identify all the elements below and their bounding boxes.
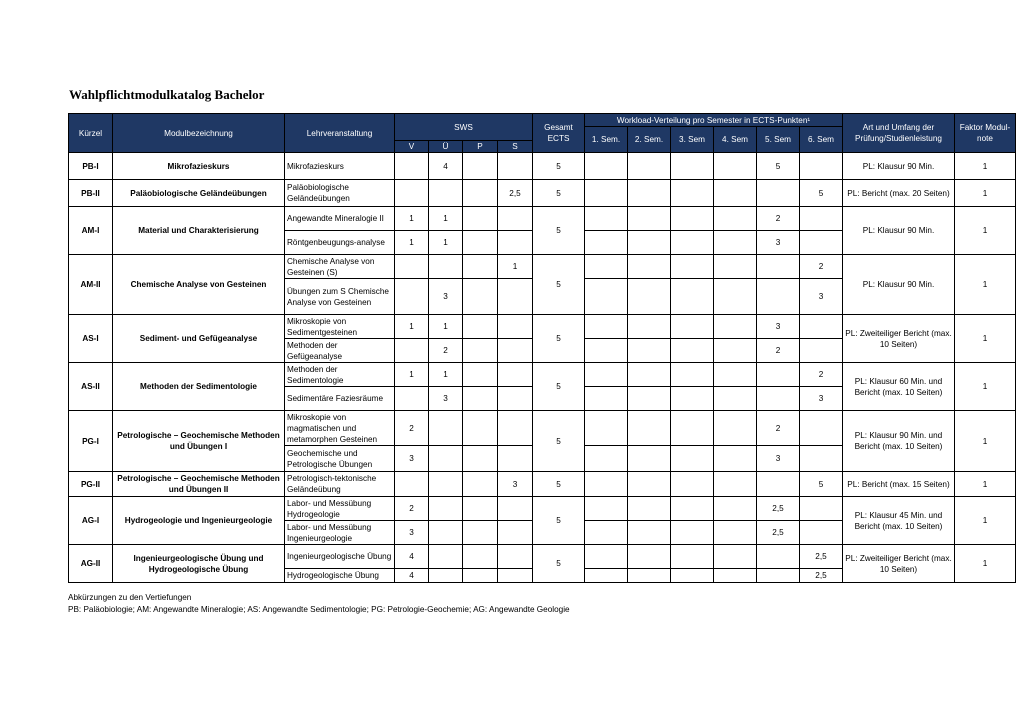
- semester-cell: [585, 153, 628, 180]
- sws-s-cell: 2,5: [498, 180, 533, 207]
- semester-cell: [628, 411, 671, 446]
- footnote-title: Abkürzungen zu den Vertiefungen: [68, 593, 192, 602]
- sws-u-cell: 4: [429, 153, 463, 180]
- semester-cell: [714, 255, 757, 279]
- col-header-sws-s: S: [498, 141, 533, 153]
- ects-total: 5: [533, 497, 585, 545]
- semester-cell: 3: [757, 315, 800, 339]
- sws-v-cell: [395, 279, 429, 315]
- course-name: Mikroskopie von magmatischen und metamorphen Gesteinen: [285, 411, 395, 446]
- module-name: Ingenieurgeologische Übung und Hydrogeologische Übung: [113, 545, 285, 583]
- grade-factor: 1: [955, 255, 1016, 315]
- sws-u-cell: [429, 472, 463, 497]
- module-code: PB-I: [69, 153, 113, 180]
- module-name: Chemische Analyse von Gesteinen: [113, 255, 285, 315]
- course-name: Röntgenbeugungs-analyse: [285, 231, 395, 255]
- sws-p-cell: [463, 315, 498, 339]
- module-code: PG-II: [69, 472, 113, 497]
- module-name: Sediment- und Gefügeanalyse: [113, 315, 285, 363]
- ects-total: 5: [533, 545, 585, 583]
- semester-cell: [714, 153, 757, 180]
- col-header-sem: 2. Sem.: [628, 127, 671, 153]
- ects-total: 5: [533, 153, 585, 180]
- col-header-sws-u: Ü: [429, 141, 463, 153]
- sws-u-cell: [429, 569, 463, 583]
- semester-cell: [585, 497, 628, 521]
- semester-cell: 3: [800, 279, 843, 315]
- semester-cell: [671, 472, 714, 497]
- sws-p-cell: [463, 387, 498, 411]
- grade-factor: 1: [955, 315, 1016, 363]
- semester-cell: [585, 472, 628, 497]
- col-header-gesamt: Gesamt ECTS: [533, 114, 585, 153]
- ects-total: 5: [533, 472, 585, 497]
- module-code: AS-I: [69, 315, 113, 363]
- col-header-sem: 6. Sem: [800, 127, 843, 153]
- course-name: Übungen zum S Chemische Analyse von Gesteinen: [285, 279, 395, 315]
- semester-cell: [714, 497, 757, 521]
- semester-cell: [714, 339, 757, 363]
- semester-cell: [800, 207, 843, 231]
- semester-cell: [628, 446, 671, 472]
- sws-v-cell: 4: [395, 545, 429, 569]
- module-name: Hydrogeologie und Ingenieurgeologie: [113, 497, 285, 545]
- semester-cell: [714, 315, 757, 339]
- semester-cell: [628, 472, 671, 497]
- module-code: AG-I: [69, 497, 113, 545]
- semester-cell: [800, 411, 843, 446]
- sws-p-cell: [463, 569, 498, 583]
- semester-cell: [714, 207, 757, 231]
- semester-cell: 2: [757, 411, 800, 446]
- semester-cell: 2: [757, 339, 800, 363]
- semester-cell: [714, 446, 757, 472]
- semester-cell: [585, 231, 628, 255]
- sws-u-cell: 1: [429, 207, 463, 231]
- course-name: Petrologisch-tektonische Geländeübung: [285, 472, 395, 497]
- semester-cell: 2: [757, 207, 800, 231]
- semester-cell: [671, 231, 714, 255]
- module-code: PB-II: [69, 180, 113, 207]
- semester-cell: [714, 231, 757, 255]
- module-catalog-table: [68, 113, 1016, 583]
- semester-cell: [585, 569, 628, 583]
- semester-cell: [585, 446, 628, 472]
- course-name: Geochemische und Petrologische Übungen: [285, 446, 395, 472]
- grade-factor: 1: [955, 411, 1016, 472]
- semester-cell: [714, 569, 757, 583]
- sws-v-cell: 1: [395, 231, 429, 255]
- semester-cell: [585, 180, 628, 207]
- table-row: [69, 411, 1016, 446]
- col-header-sws-p: P: [463, 141, 498, 153]
- semester-cell: [585, 411, 628, 446]
- sws-p-cell: [463, 339, 498, 363]
- semester-cell: [714, 545, 757, 569]
- module-code: AS-II: [69, 363, 113, 411]
- sws-p-cell: [463, 472, 498, 497]
- module-name: Methoden der Sedimentologie: [113, 363, 285, 411]
- semester-cell: [714, 521, 757, 545]
- sws-v-cell: 4: [395, 569, 429, 583]
- sws-v-cell: 3: [395, 521, 429, 545]
- sws-u-cell: [429, 545, 463, 569]
- ects-total: 5: [533, 411, 585, 472]
- col-header-sws: SWS: [395, 114, 533, 141]
- sws-u-cell: [429, 411, 463, 446]
- table-row: [69, 315, 1016, 339]
- semester-cell: [757, 569, 800, 583]
- semester-cell: [585, 387, 628, 411]
- semester-cell: 2: [800, 255, 843, 279]
- semester-cell: [628, 569, 671, 583]
- ects-total: 5: [533, 180, 585, 207]
- ects-total: 5: [533, 363, 585, 411]
- sws-s-cell: [498, 207, 533, 231]
- page-title: Wahlpflichtmodulkatalog Bachelor: [69, 87, 265, 102]
- semester-cell: 2: [800, 363, 843, 387]
- semester-cell: [585, 207, 628, 231]
- sws-v-cell: [395, 472, 429, 497]
- semester-cell: 5: [800, 180, 843, 207]
- sws-u-cell: 1: [429, 231, 463, 255]
- grade-factor: 1: [955, 363, 1016, 411]
- semester-cell: [671, 255, 714, 279]
- sws-v-cell: 2: [395, 497, 429, 521]
- sws-s-cell: [498, 339, 533, 363]
- module-name: Mikrofazieskurs: [113, 153, 285, 180]
- sws-p-cell: [463, 180, 498, 207]
- module-code: AM-I: [69, 207, 113, 255]
- sws-v-cell: 1: [395, 207, 429, 231]
- semester-cell: [800, 521, 843, 545]
- semester-cell: [714, 387, 757, 411]
- course-name: Labor- und Messübung Ingenieurgeologie: [285, 521, 395, 545]
- semester-cell: [628, 363, 671, 387]
- semester-cell: 2,5: [757, 521, 800, 545]
- sws-u-cell: [429, 255, 463, 279]
- ects-total: 5: [533, 255, 585, 315]
- course-name: Methoden der Sedimentologie: [285, 363, 395, 387]
- course-name: Paläobiologische Geländeübungen: [285, 180, 395, 207]
- grade-factor: 1: [955, 545, 1016, 583]
- col-header-modul: Modulbezeichnung: [113, 114, 285, 153]
- col-header-sem: 4. Sem: [714, 127, 757, 153]
- semester-cell: [628, 387, 671, 411]
- sws-s-cell: [498, 497, 533, 521]
- semester-cell: 3: [800, 387, 843, 411]
- semester-cell: [671, 521, 714, 545]
- grade-factor: 1: [955, 472, 1016, 497]
- course-name: Labor- und Messübung Hydrogeologie: [285, 497, 395, 521]
- semester-cell: [628, 255, 671, 279]
- sws-u-cell: [429, 497, 463, 521]
- semester-cell: [628, 339, 671, 363]
- module-name: Paläobiologische Geländeübungen: [113, 180, 285, 207]
- sws-u-cell: [429, 446, 463, 472]
- exam-type: PL: Bericht (max. 15 Seiten): [843, 472, 955, 497]
- sws-v-cell: 1: [395, 315, 429, 339]
- footnote-text: PB: Paläobiologie; AM: Angewandte Mineralogie; AS: Angewandte Sedimentologie; PG: Petrologie-Geochemie; AG: Angewandte Geologie: [68, 605, 570, 614]
- semester-cell: [800, 231, 843, 255]
- semester-cell: [800, 315, 843, 339]
- semester-cell: [671, 279, 714, 315]
- course-name: Mikrofazieskurs: [285, 153, 395, 180]
- semester-cell: [628, 497, 671, 521]
- exam-type: PL: Klausur 60 Min. und Bericht (max. 10 Seiten): [843, 363, 955, 411]
- semester-cell: [714, 363, 757, 387]
- semester-cell: [757, 255, 800, 279]
- sws-s-cell: [498, 521, 533, 545]
- sws-p-cell: [463, 411, 498, 446]
- exam-type: PL: Klausur 90 Min.: [843, 153, 955, 180]
- col-header-sem: 3. Sem: [671, 127, 714, 153]
- semester-cell: 3: [757, 231, 800, 255]
- sws-u-cell: 3: [429, 279, 463, 315]
- semester-cell: [800, 446, 843, 472]
- module-name: Petrologische – Geochemische Methoden und Übungen II: [113, 472, 285, 497]
- semester-cell: 5: [800, 472, 843, 497]
- grade-factor: 1: [955, 153, 1016, 180]
- semester-cell: [757, 180, 800, 207]
- sws-p-cell: [463, 255, 498, 279]
- course-name: Sedimentäre Faziesräume: [285, 387, 395, 411]
- col-header-sem: 1. Sem.: [585, 127, 628, 153]
- exam-type: PL: Klausur 90 Min.: [843, 207, 955, 255]
- semester-cell: [671, 569, 714, 583]
- sws-p-cell: [463, 363, 498, 387]
- semester-cell: [585, 279, 628, 315]
- course-name: Chemische Analyse von Gesteinen (S): [285, 255, 395, 279]
- sws-s-cell: [498, 315, 533, 339]
- sws-p-cell: [463, 153, 498, 180]
- exam-type: PL: Bericht (max. 20 Seiten): [843, 180, 955, 207]
- col-header-sws-v: V: [395, 141, 429, 153]
- semester-cell: [671, 497, 714, 521]
- sws-s-cell: [498, 446, 533, 472]
- col-header-faktor: Faktor Modul-note: [955, 114, 1016, 153]
- semester-cell: [671, 153, 714, 180]
- sws-s-cell: [498, 387, 533, 411]
- exam-type: PL: Klausur 45 Min. und Bericht (max. 10 Seiten): [843, 497, 955, 545]
- col-header-art: Art und Umfang der Prüfung/Studienleistung: [843, 114, 955, 153]
- module-name: Petrologische – Geochemische Methoden und Übungen I: [113, 411, 285, 472]
- sws-v-cell: 3: [395, 446, 429, 472]
- semester-cell: 2,5: [800, 569, 843, 583]
- sws-p-cell: [463, 231, 498, 255]
- semester-cell: [671, 207, 714, 231]
- semester-cell: 5: [757, 153, 800, 180]
- semester-cell: [671, 446, 714, 472]
- semester-cell: [585, 545, 628, 569]
- table-row: [69, 207, 1016, 231]
- sws-u-cell: [429, 180, 463, 207]
- sws-p-cell: [463, 279, 498, 315]
- sws-p-cell: [463, 207, 498, 231]
- semester-cell: [585, 363, 628, 387]
- semester-cell: [671, 180, 714, 207]
- table-row: [69, 153, 1016, 180]
- exam-type: PL: Klausur 90 Min.: [843, 255, 955, 315]
- exam-type: PL: Zweiteiliger Bericht (max. 10 Seiten): [843, 315, 955, 363]
- sws-s-cell: [498, 411, 533, 446]
- module-code: AM-II: [69, 255, 113, 315]
- sws-v-cell: [395, 387, 429, 411]
- sws-s-cell: [498, 545, 533, 569]
- sws-v-cell: [395, 339, 429, 363]
- semester-cell: [714, 472, 757, 497]
- table-row: [69, 180, 1016, 207]
- exam-type: PL: Klausur 90 Min. und Bericht (max. 10 Seiten): [843, 411, 955, 472]
- sws-u-cell: 3: [429, 387, 463, 411]
- table-row: [69, 545, 1016, 569]
- sws-s-cell: 1: [498, 255, 533, 279]
- semester-cell: [671, 339, 714, 363]
- sws-s-cell: 3: [498, 472, 533, 497]
- semester-cell: [757, 279, 800, 315]
- semester-cell: [714, 279, 757, 315]
- semester-cell: [628, 545, 671, 569]
- sws-v-cell: [395, 153, 429, 180]
- semester-cell: [585, 255, 628, 279]
- sws-s-cell: [498, 363, 533, 387]
- semester-cell: 2,5: [800, 545, 843, 569]
- course-name: Angewandte Mineralogie II: [285, 207, 395, 231]
- semester-cell: [800, 339, 843, 363]
- semester-cell: [671, 545, 714, 569]
- exam-type: PL: Zweiteiliger Bericht (max. 10 Seiten): [843, 545, 955, 583]
- sws-s-cell: [498, 569, 533, 583]
- sws-p-cell: [463, 497, 498, 521]
- semester-cell: [757, 472, 800, 497]
- ects-total: 5: [533, 315, 585, 363]
- table-row: [69, 472, 1016, 497]
- semester-cell: [628, 180, 671, 207]
- sws-u-cell: 1: [429, 363, 463, 387]
- ects-total: 5: [533, 207, 585, 255]
- sws-v-cell: 1: [395, 363, 429, 387]
- semester-cell: [757, 545, 800, 569]
- sws-v-cell: 2: [395, 411, 429, 446]
- course-name: Mikroskopie von Sedimentgesteinen: [285, 315, 395, 339]
- semester-cell: [585, 339, 628, 363]
- semester-cell: [628, 521, 671, 545]
- semester-cell: [800, 497, 843, 521]
- grade-factor: 1: [955, 207, 1016, 255]
- col-header-sem: 5. Sem: [757, 127, 800, 153]
- semester-cell: [757, 363, 800, 387]
- sws-p-cell: [463, 545, 498, 569]
- semester-cell: [628, 153, 671, 180]
- grade-factor: 1: [955, 497, 1016, 545]
- sws-p-cell: [463, 446, 498, 472]
- sws-u-cell: 2: [429, 339, 463, 363]
- table-row: [69, 363, 1016, 387]
- sws-v-cell: [395, 255, 429, 279]
- semester-cell: [671, 315, 714, 339]
- table-row: [69, 255, 1016, 279]
- semester-cell: [800, 153, 843, 180]
- semester-cell: [628, 279, 671, 315]
- sws-s-cell: [498, 279, 533, 315]
- semester-cell: [714, 180, 757, 207]
- semester-cell: [671, 363, 714, 387]
- sws-s-cell: [498, 153, 533, 180]
- grade-factor: 1: [955, 180, 1016, 207]
- semester-cell: [671, 411, 714, 446]
- semester-cell: [585, 315, 628, 339]
- col-header-kuerzel: Kürzel: [69, 114, 113, 153]
- sws-v-cell: [395, 180, 429, 207]
- col-header-lv: Lehrveranstaltung: [285, 114, 395, 153]
- sws-s-cell: [498, 231, 533, 255]
- sws-p-cell: [463, 521, 498, 545]
- course-name: Methoden der Gefügeanalyse: [285, 339, 395, 363]
- semester-cell: [757, 387, 800, 411]
- module-code: PG-I: [69, 411, 113, 472]
- sws-u-cell: [429, 521, 463, 545]
- semester-cell: 2,5: [757, 497, 800, 521]
- course-name: Ingenieurgeologische Übung: [285, 545, 395, 569]
- module-code: AG-II: [69, 545, 113, 583]
- col-header-workload: Workload-Verteilung pro Semester in ECTS-Punkten¹: [585, 114, 843, 127]
- sws-u-cell: 1: [429, 315, 463, 339]
- semester-cell: [714, 411, 757, 446]
- module-name: Material und Charakterisierung: [113, 207, 285, 255]
- course-name: Hydrogeologische Übung: [285, 569, 395, 583]
- semester-cell: [628, 207, 671, 231]
- semester-cell: [628, 231, 671, 255]
- table-row: [69, 497, 1016, 521]
- semester-cell: 3: [757, 446, 800, 472]
- semester-cell: [671, 387, 714, 411]
- semester-cell: [628, 315, 671, 339]
- semester-cell: [585, 521, 628, 545]
